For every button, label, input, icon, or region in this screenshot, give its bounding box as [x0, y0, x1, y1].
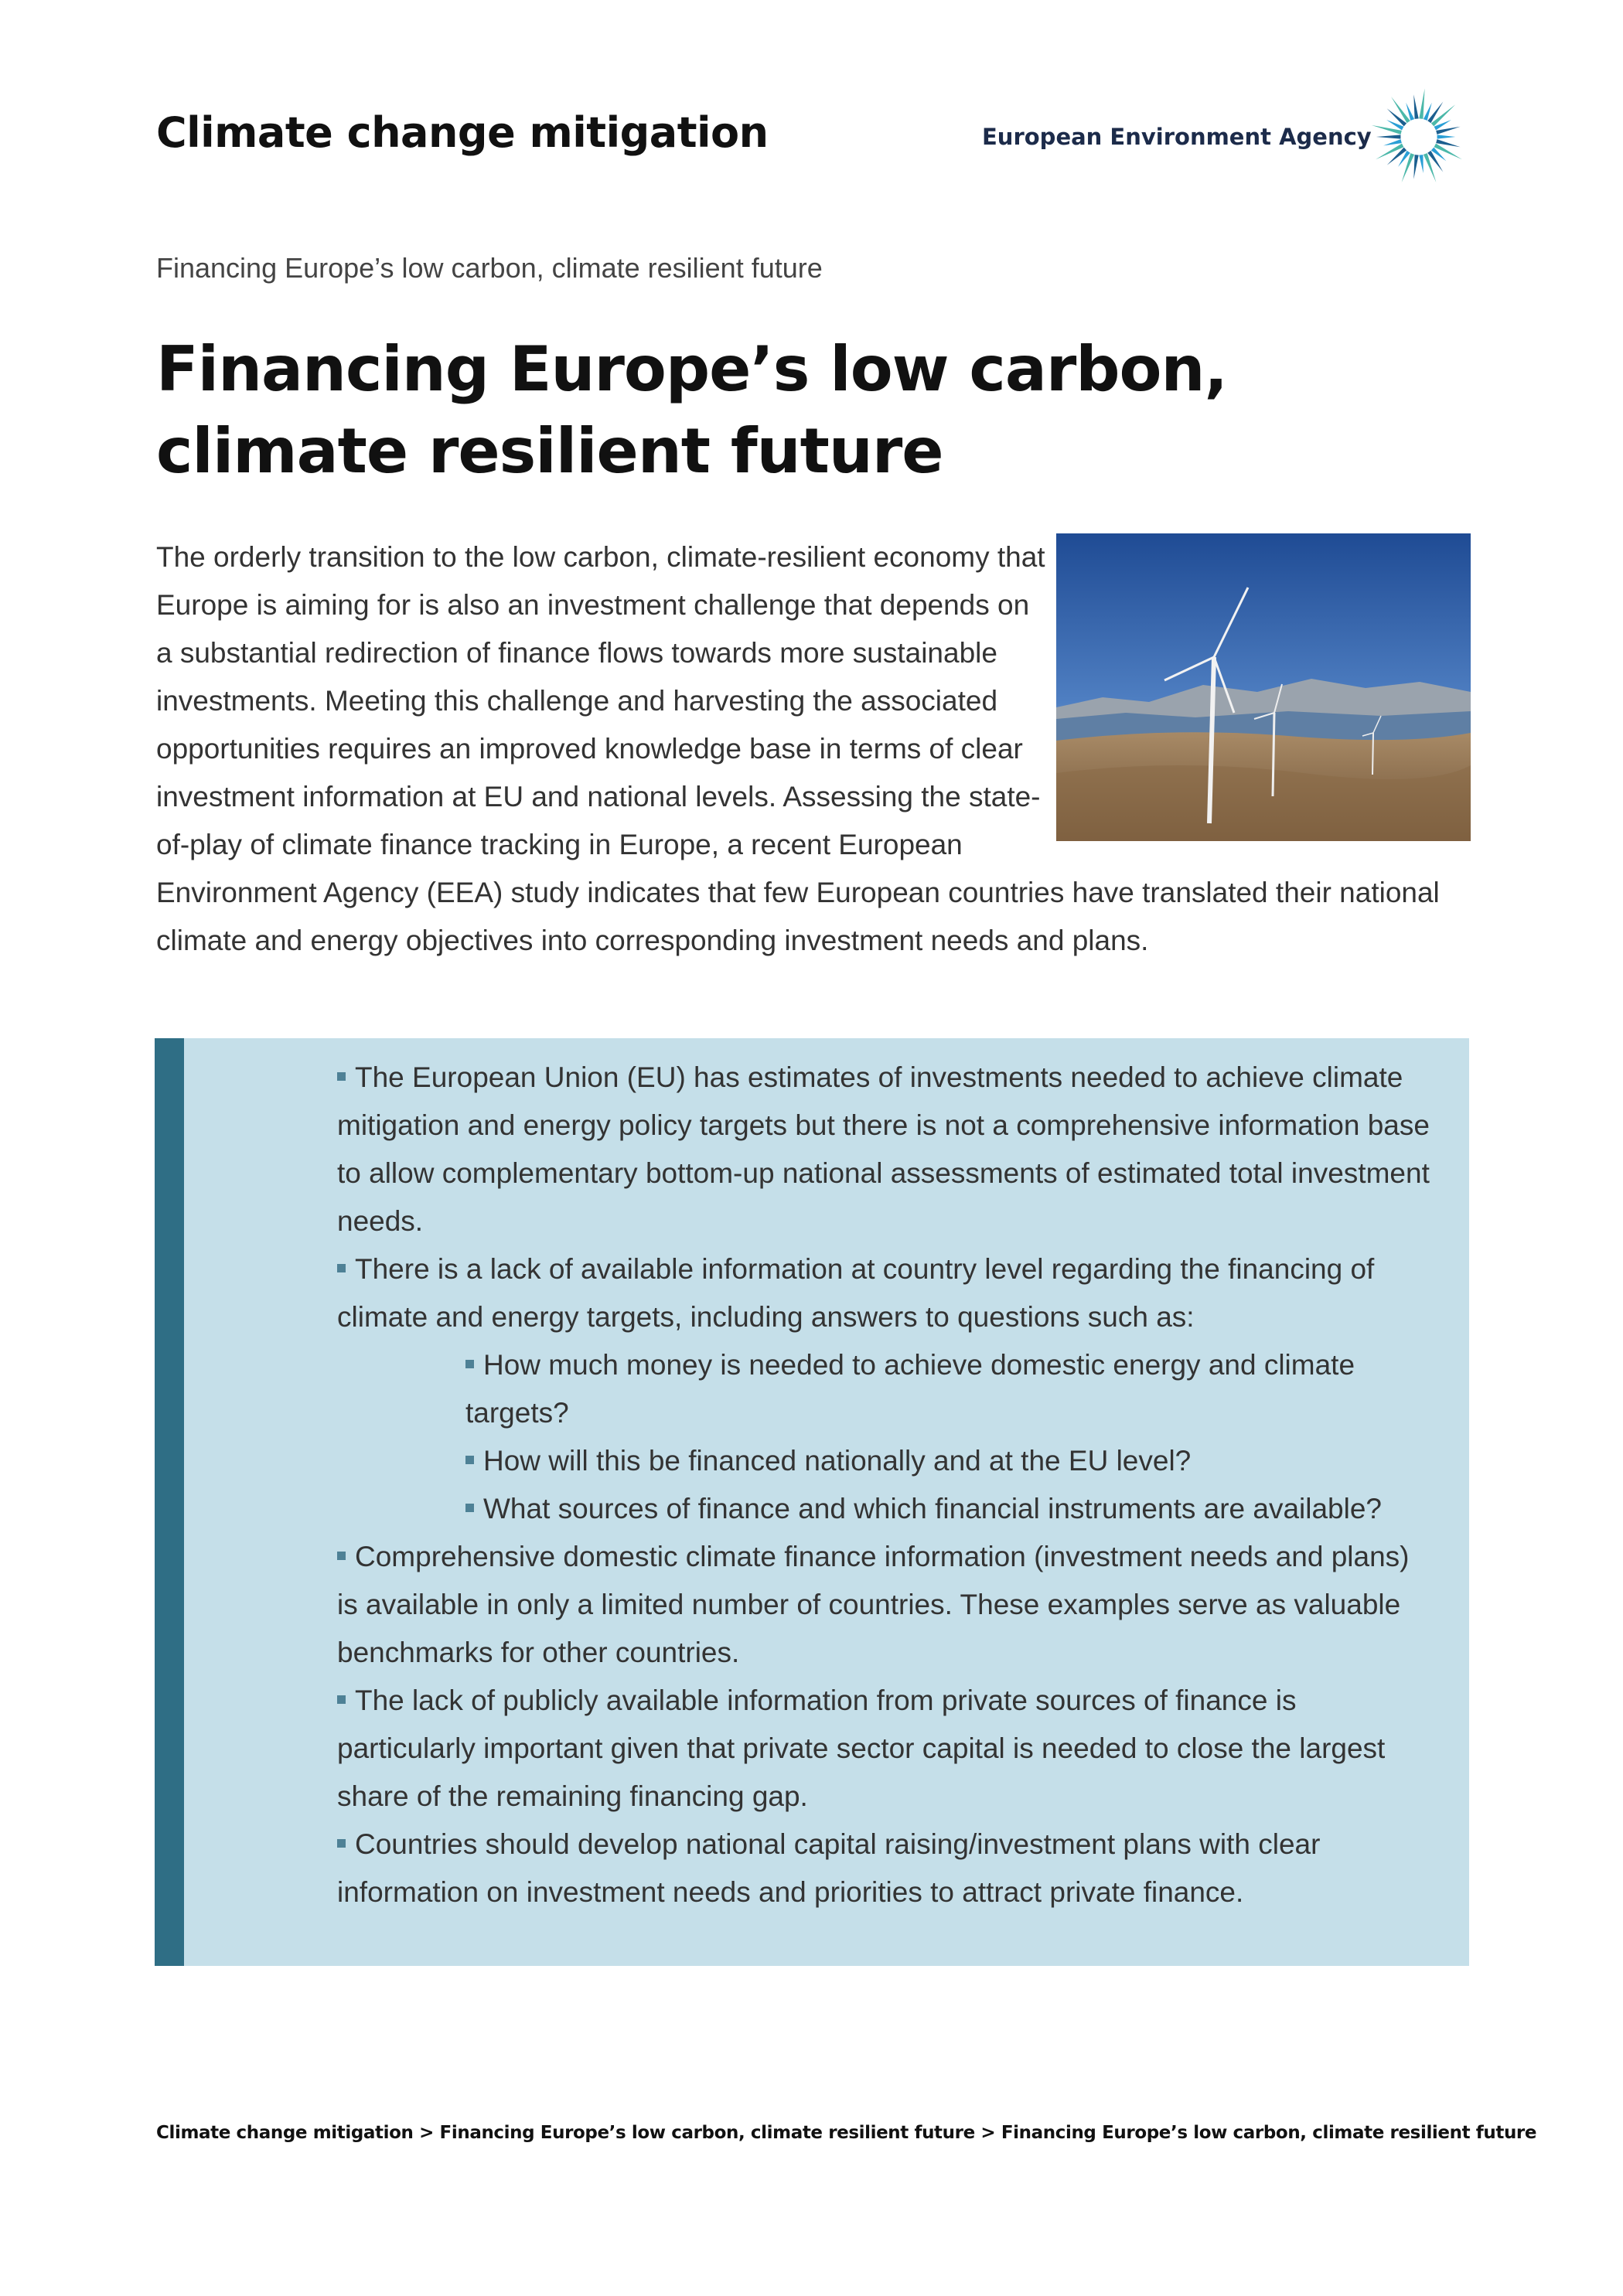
key-message-item: The European Union (EU) has estimates of investments needed to achieve climate mitigation and energy policy targets but there is not a comprehensive information base to allow complementary bottom-up national assessments of estimated total investment needs. [337, 1061, 1430, 1237]
key-message-item: Countries should develop national capital raising/investment plans with clear information on investment needs and priorities to attract private finance. [337, 1828, 1321, 1908]
logo-ray [1434, 144, 1462, 160]
logo-ray [1413, 94, 1418, 119]
bullet-square-icon [337, 1072, 346, 1081]
breadcrumb[interactable]: Financing Europe’s low carbon, climate resilient future [156, 252, 823, 284]
bullet-square-icon [337, 1552, 346, 1560]
logo-ray [1383, 139, 1402, 145]
key-message-item: The lack of publicly available information from private sources of finance is particularly important given that private sector capital is needed to close the largest share of the remaining financing gap. [337, 1685, 1386, 1812]
key-message-subitem: What sources of finance and which financial instruments are available? [465, 1485, 1435, 1533]
footer-breadcrumb[interactable]: Climate change mitigation > Financing Europe’s low carbon, climate resilient future > Financing Europe’s low carbon, climate resilient future [156, 2123, 1537, 2143]
key-messages-accent-bar [155, 1038, 184, 1966]
key-messages-list [337, 1054, 1435, 1916]
eea-logo[interactable] [982, 83, 1477, 192]
key-message-subitem: How much money is needed to achieve domestic energy and climate targets? [465, 1349, 1355, 1429]
logo-text: European Environment Agency [982, 124, 1372, 150]
bullet-square-icon [337, 1839, 346, 1848]
logo-ray [1419, 88, 1424, 119]
key-message-item: Comprehensive domestic climate finance information (investment needs and plans) is available in only a limited number of countries. These examples serve as valuable benchmarks for other countries. [337, 1541, 1410, 1668]
logo-ray [1427, 151, 1443, 172]
bullet-square-icon [465, 1360, 474, 1368]
bullet-square-icon [337, 1264, 346, 1272]
logo-ray [1376, 135, 1401, 138]
eea-logo-icon [1366, 83, 1472, 190]
section-title: Climate change mitigation [156, 108, 769, 157]
logo-ray [1419, 155, 1423, 173]
logo-ray [1376, 144, 1403, 160]
logo-ray [1427, 102, 1443, 124]
logo-ray [1436, 127, 1460, 135]
bullet-square-icon [465, 1504, 474, 1512]
bullet-square-icon [465, 1456, 474, 1464]
key-message-sublist [337, 1341, 1435, 1533]
bullet-square-icon [337, 1695, 346, 1704]
wind-turbines-image [1056, 533, 1471, 841]
logo-ray [1413, 155, 1418, 179]
key-message-item: There is a lack of available information at country level regarding the financing of climate and energy targets, including answers to questions such as: How much money is needed to achieve domestic energy and climate targets? How will this be financed nationally and at the EU level? What sources of finance and which financial instruments are available? [337, 1245, 1435, 1533]
intro-paragraph: The orderly transition to the low carbon, climate-resilient economy that Europe is aiming for is also an investment challenge that depends on a substantial redirection of finance flows towards more sustainable investments. Meeting this challenge and harvesting the associated opportunities requires an improved knowledge base in terms of clear investment information at EU and national levels. Assessing the state-of-play of climate finance tracking in Europe, a recent European Environment Agency (EEA) study indicates that few European countries have translated their national climate and energy objectives into corresponding investment needs and plans. [156, 541, 1440, 956]
key-message-subitem: How will this be financed nationally and at the EU level? [465, 1437, 1435, 1485]
key-messages-box [155, 1038, 1469, 1966]
page-title: Financing Europe’s low carbon, climate resilient future [156, 333, 1227, 487]
logo-ray [1437, 135, 1456, 138]
intro-section [156, 533, 1471, 965]
